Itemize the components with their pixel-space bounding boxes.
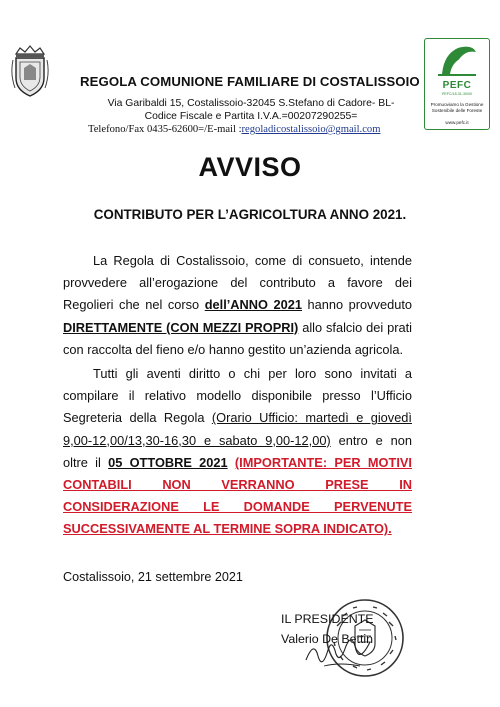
text: hanno provveduto [302,297,412,313]
text: La Regola di Costalissoio, come di consueto, intende provvedere all’erogazione del contributo a favore dei Regolieri che nel corso [63,253,412,313]
paragraph-1 [63,250,412,361]
pefc-url: www.pefc.it [445,120,469,125]
text: entro e non oltre il [63,432,412,470]
address-block [96,97,406,123]
text: allo sfalcio dei prati con raccolta del fieno e/o hanno gestito un’azienda agricola. [63,319,412,357]
pefc-code: PEFC/18-31-30/00 [442,92,472,96]
handwritten-signature [300,620,380,674]
office-hours: (Orario Ufficio: martedì e giovedì 9,00-12,00/13,30-16,30 e sabato 9,00-12,00) [63,410,412,448]
paragraph-2 [63,363,412,541]
pefc-name: PEFC [442,80,472,91]
pefc-certification-logo [424,38,490,130]
direct-means-highlight: DIRETTAMENTE (CON MEZZI PROPRI) [63,319,299,335]
notice-body [63,250,412,541]
text: Tutti gli aventi diritto o chi per loro sono invitati a compilare il relativo modello disponibile presso l’Ufficio Segreteria della Regola [63,366,412,426]
email-link[interactable]: regoladicostalissoio@gmail.com [241,124,381,135]
organization-name: REGOLA COMUNIONE FAMILIARE DI COSTALISSOIO [80,74,420,89]
notice-title: AVVISO [198,152,302,182]
pefc-trees-icon [432,44,482,78]
contact-line [88,124,380,135]
phone-fax-label: Telefono/Fax 0435-62600=/E-mail : [88,124,242,135]
year-highlight: dell’ANNO 2021 [204,297,302,313]
signatory-name: Valerio De Bettin [281,632,374,646]
pefc-promo-text: Promuoviamo la Gestione Sostenibile delle Foreste [430,102,484,113]
address-line: Via Garibaldi 15, Costalissoio-32045 S.Stefano di Cadore- BL- [107,98,395,109]
important-warning: (IMPORTANTE: PER MOTIVI CONTABILI NON VERRANNO PRESE IN CONSIDERAZIONE LE DOMANDE PERVENUTE SUCCESSIVAMENTE AL TERMINE SOPRA INDICATO). [63,454,412,537]
coat-of-arms-icon [10,44,50,100]
notice-subtitle: CONTRIBUTO PER L’AGRICOLTURA ANNO 2021. [93,207,407,222]
tax-code-line: Codice Fiscale e Partita I.V.A.=00207290255= [144,111,358,122]
text [228,455,235,470]
place-and-date: Costalissoio, 21 settembre 2021 [63,570,243,584]
deadline-date: 05 OTTOBRE 2021 [108,454,228,470]
signatory-role: IL PRESIDENTE [281,612,374,626]
